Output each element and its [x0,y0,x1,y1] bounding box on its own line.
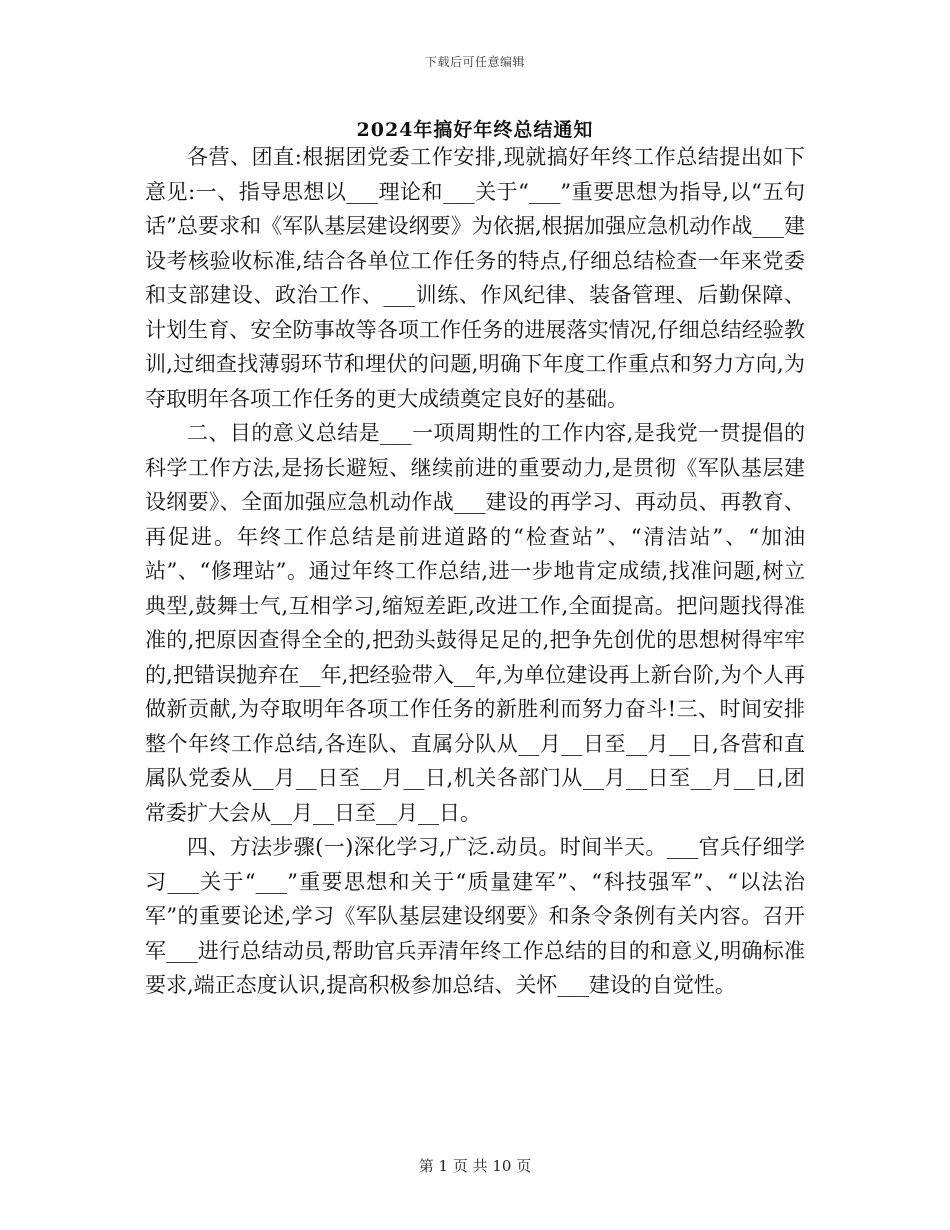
paragraph-3: 四、方法步骤(一)深化学习,广泛.动员。时间半天。___官兵仔细学习___关于“___”重要思想和关于“质量建军”、“科技强军”、“以法治军”的重要论述,学习《军队基层建设纲要》和条令条例有关内容。召开军___进行总结动员,帮助官兵弄清年终工作总结的目的和意义,明确标准要求,端正态度认识,提高积极参加总结、关怀___建设的自觉性。 [145,835,805,997]
paragraph-2: 二、目的意义总结是___一项周期性的工作内容,是我党一贯提倡的科学工作方法,是扬长避短、继续前进的重要动力,是贯彻《军队基层建设纲要》、全面加强应急机动作战___建设的再学习、再动员、再教育、再促进。年终工作总结是前进道路的“检查站”、“清洁站”、“加油站”、“修理站”。通过年终工作总结,进一步地肯定成绩,找准问题,树立典型,鼓舞士气,互相学习,缩短差距,改进工作,全面提高。把问题找得准准的,把原因查得全全的,把劲头鼓得足足的,把争先创优的思想树得牢牢的,把错误抛弃在__年,把经验带入__年,为单位建设再上新台阶,为个人再做新贡献,为夺取明年各项工作任务的新胜利而努力奋斗!三、时间安排整个年终工作总结,各连队、直属分队从__月__日至__月__日,各营和直属队党委从__月__日至__月__日,机关各部门从__月__日至__月__日,团常委扩大会从__月__日至__月__日。 [145,421,805,825]
document-body [145,140,805,1003]
document-title: 2024年搞好年终总结通知 [356,119,594,141]
page-header-note: 下载后可任意编辑 [424,55,525,69]
paragraph-1: 各营、团直:根据团党委工作安排,现就搞好年终工作总结提出如下意见:一、指导思想以___理论和___关于“___”重要思想为指导,以“五句话”总要求和《军队基层建设纲要》为依据,根据加强应急机动作战___建设考核验收标准,结合各单位工作任务的特点,仔细总结检查一年来党委和支部建设、政治工作、___训练、作风纪律、装备管理、后勤保障、计划生育、安全防事故等各项工作任务的进展落实情况,仔细总结经验教训,过细查找薄弱环节和埋伏的问题,明确下年度工作重点和努力方向,为夺取明年各项工作任务的更大成绩奠定良好的基础。 [145,145,805,411]
page-number: 第 1 页 共 10 页 [418,1157,532,1175]
